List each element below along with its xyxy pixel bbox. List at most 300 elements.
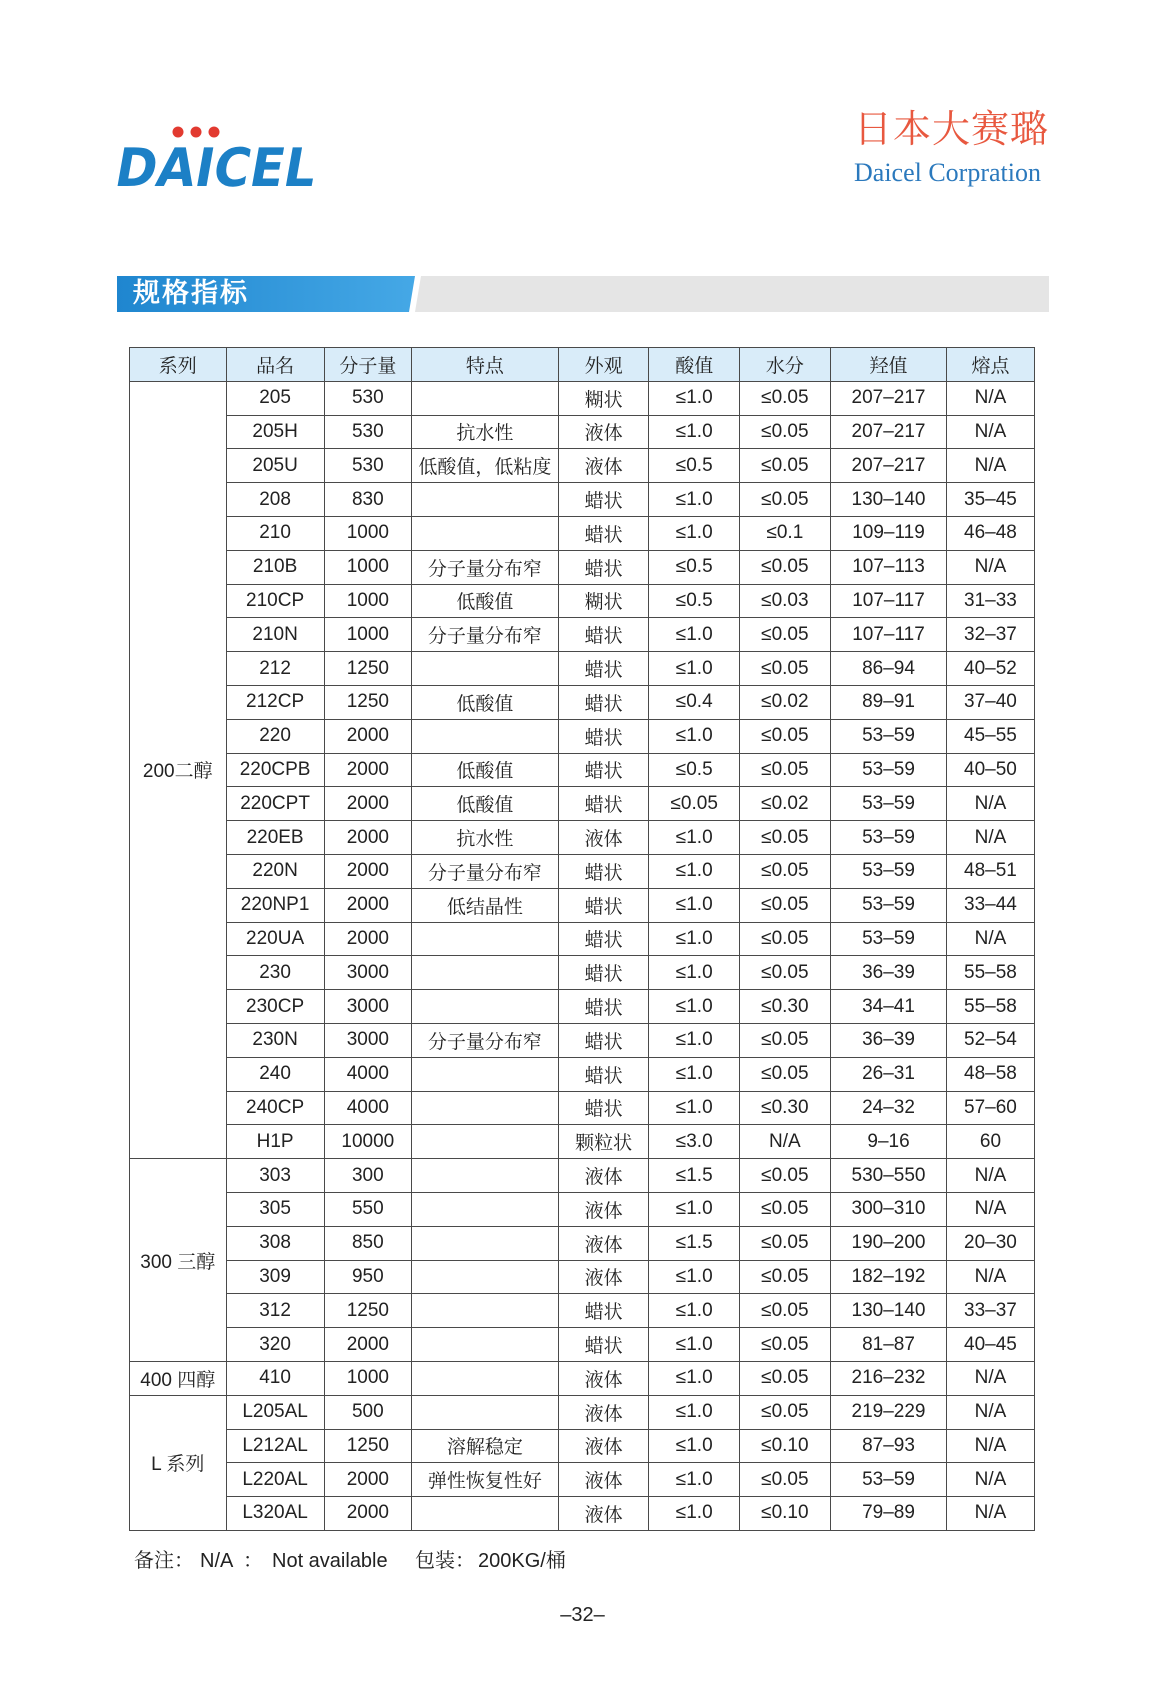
appearance-cell: 糊状 <box>558 584 649 618</box>
molecular-weight-cell: 1000 <box>324 618 411 652</box>
appearance-cell: 蜡状 <box>558 483 649 517</box>
appearance-cell: 蜡状 <box>558 652 649 686</box>
appearance-cell: 蜡状 <box>558 516 649 550</box>
moisture-cell: ≤0.05 <box>739 956 830 990</box>
acid-value-cell: ≤1.0 <box>649 516 740 550</box>
appearance-cell: 蜡状 <box>558 1294 649 1328</box>
feature-cell <box>411 1091 558 1125</box>
product-name-cell: 208 <box>226 483 324 517</box>
product-name-cell: 303 <box>226 1159 324 1193</box>
feature-cell: 分子量分布窄 <box>411 854 558 888</box>
moisture-cell: ≤0.05 <box>739 1361 830 1395</box>
appearance-cell: 蜡状 <box>558 719 649 753</box>
product-name-cell: 320 <box>226 1328 324 1362</box>
column-header-hydroxyl-value: 羟值 <box>830 348 947 382</box>
acid-value-cell: ≤1.0 <box>649 1091 740 1125</box>
moisture-cell: ≤0.05 <box>739 1057 830 1091</box>
hydroxyl-value-cell: 53–59 <box>830 854 947 888</box>
appearance-cell: 糊状 <box>558 381 649 415</box>
molecular-weight-cell: 4000 <box>324 1057 411 1091</box>
column-header-product-name: 品名 <box>226 348 324 382</box>
acid-value-cell: ≤1.0 <box>649 1497 740 1531</box>
product-name-cell: 220N <box>226 854 324 888</box>
hydroxyl-value-cell: 53–59 <box>830 888 947 922</box>
moisture-cell: ≤0.05 <box>739 449 830 483</box>
feature-cell <box>411 483 558 517</box>
acid-value-cell: ≤1.0 <box>649 990 740 1024</box>
molecular-weight-cell: 2000 <box>324 922 411 956</box>
moisture-cell: ≤0.05 <box>739 1294 830 1328</box>
melting-point-cell: N/A <box>947 1192 1034 1226</box>
moisture-cell: ≤0.05 <box>739 618 830 652</box>
acid-value-cell: ≤1.0 <box>649 415 740 449</box>
molecular-weight-cell: 2000 <box>324 719 411 753</box>
appearance-cell: 蜡状 <box>558 1328 649 1362</box>
hydroxyl-value-cell: 216–232 <box>830 1361 947 1395</box>
molecular-weight-cell: 950 <box>324 1260 411 1294</box>
molecular-weight-cell: 2000 <box>324 888 411 922</box>
feature-cell: 抗水性 <box>411 415 558 449</box>
feature-cell <box>411 1260 558 1294</box>
feature-cell <box>411 990 558 1024</box>
hydroxyl-value-cell: 53–59 <box>830 922 947 956</box>
column-header-molecular-weight: 分子量 <box>324 348 411 382</box>
melting-point-cell: 46–48 <box>947 516 1034 550</box>
table-row <box>130 550 1035 584</box>
appearance-cell: 液体 <box>558 1260 649 1294</box>
product-name-cell: 210N <box>226 618 324 652</box>
section-header-rule <box>415 276 1049 312</box>
table-row <box>130 1328 1035 1362</box>
specification-table <box>129 347 1035 1531</box>
product-name-cell: 308 <box>226 1226 324 1260</box>
footer-na-meaning: Not available <box>272 1550 388 1572</box>
acid-value-cell: ≤1.0 <box>649 1429 740 1463</box>
product-name-cell: 210B <box>226 550 324 584</box>
acid-value-cell: ≤1.5 <box>649 1226 740 1260</box>
hydroxyl-value-cell: 24–32 <box>830 1091 947 1125</box>
product-name-cell: 220UA <box>226 922 324 956</box>
feature-cell <box>411 922 558 956</box>
hydroxyl-value-cell: 53–59 <box>830 821 947 855</box>
appearance-cell: 蜡状 <box>558 1023 649 1057</box>
section-title: 规格指标 <box>133 278 249 309</box>
table-row <box>130 584 1035 618</box>
appearance-cell: 液体 <box>558 1463 649 1497</box>
acid-value-cell: ≤0.5 <box>649 753 740 787</box>
melting-point-cell: 31–33 <box>947 584 1034 618</box>
hydroxyl-value-cell: 53–59 <box>830 1463 947 1497</box>
table-row <box>130 1023 1035 1057</box>
table-row <box>130 787 1035 821</box>
product-name-cell: 220CPB <box>226 753 324 787</box>
acid-value-cell: ≤1.0 <box>649 381 740 415</box>
molecular-weight-cell: 1000 <box>324 1361 411 1395</box>
product-name-cell: 410 <box>226 1361 324 1395</box>
moisture-cell: ≤0.05 <box>739 550 830 584</box>
acid-value-cell: ≤1.0 <box>649 618 740 652</box>
acid-value-cell: ≤1.0 <box>649 1395 740 1429</box>
feature-cell <box>411 516 558 550</box>
moisture-cell: ≤0.05 <box>739 1328 830 1362</box>
hydroxyl-value-cell: 53–59 <box>830 753 947 787</box>
product-name-cell: H1P <box>226 1125 324 1159</box>
hydroxyl-value-cell: 86–94 <box>830 652 947 686</box>
appearance-cell: 蜡状 <box>558 618 649 652</box>
appearance-cell: 蜡状 <box>558 1057 649 1091</box>
hydroxyl-value-cell: 207–217 <box>830 449 947 483</box>
molecular-weight-cell: 1250 <box>324 1429 411 1463</box>
hydroxyl-value-cell: 53–59 <box>830 719 947 753</box>
hydroxyl-value-cell: 300–310 <box>830 1192 947 1226</box>
table-row <box>130 1294 1035 1328</box>
appearance-cell: 蜡状 <box>558 550 649 584</box>
molecular-weight-cell: 3000 <box>324 956 411 990</box>
appearance-cell: 蜡状 <box>558 888 649 922</box>
feature-cell <box>411 381 558 415</box>
feature-cell <box>411 719 558 753</box>
appearance-cell: 液体 <box>558 821 649 855</box>
moisture-cell: ≤0.02 <box>739 685 830 719</box>
molecular-weight-cell: 2000 <box>324 1328 411 1362</box>
molecular-weight-cell: 850 <box>324 1226 411 1260</box>
molecular-weight-cell: 830 <box>324 483 411 517</box>
melting-point-cell: 37–40 <box>947 685 1034 719</box>
melting-point-cell: 57–60 <box>947 1091 1034 1125</box>
table-row <box>130 652 1035 686</box>
feature-cell <box>411 1361 558 1395</box>
molecular-weight-cell: 10000 <box>324 1125 411 1159</box>
hydroxyl-value-cell: 36–39 <box>830 956 947 990</box>
moisture-cell: ≤0.05 <box>739 1023 830 1057</box>
moisture-cell: ≤0.10 <box>739 1429 830 1463</box>
feature-cell: 低结晶性 <box>411 888 558 922</box>
column-header-acid-value: 酸值 <box>649 348 740 382</box>
melting-point-cell: 20–30 <box>947 1226 1034 1260</box>
hydroxyl-value-cell: 130–140 <box>830 483 947 517</box>
molecular-weight-cell: 2000 <box>324 753 411 787</box>
appearance-cell: 液体 <box>558 1361 649 1395</box>
melting-point-cell: 40–52 <box>947 652 1034 686</box>
hydroxyl-value-cell: 109–119 <box>830 516 947 550</box>
product-name-cell: 205 <box>226 381 324 415</box>
moisture-cell: ≤0.05 <box>739 1192 830 1226</box>
melting-point-cell: N/A <box>947 449 1034 483</box>
product-name-cell: 309 <box>226 1260 324 1294</box>
molecular-weight-cell: 500 <box>324 1395 411 1429</box>
molecular-weight-cell: 4000 <box>324 1091 411 1125</box>
hydroxyl-value-cell: 130–140 <box>830 1294 947 1328</box>
moisture-cell: ≤0.05 <box>739 415 830 449</box>
moisture-cell: ≤0.30 <box>739 990 830 1024</box>
feature-cell: 低酸值 <box>411 685 558 719</box>
feature-cell: 分子量分布窄 <box>411 550 558 584</box>
table-body <box>130 381 1035 1530</box>
moisture-cell: ≤0.05 <box>739 483 830 517</box>
feature-cell <box>411 1395 558 1429</box>
molecular-weight-cell: 2000 <box>324 854 411 888</box>
molecular-weight-cell: 2000 <box>324 821 411 855</box>
product-name-cell: 210 <box>226 516 324 550</box>
melting-point-cell: N/A <box>947 787 1034 821</box>
table-row <box>130 516 1035 550</box>
daicel-logo <box>110 127 336 199</box>
acid-value-cell: ≤1.5 <box>649 1159 740 1193</box>
molecular-weight-cell: 3000 <box>324 1023 411 1057</box>
appearance-cell: 液体 <box>558 1159 649 1193</box>
moisture-cell: ≤0.05 <box>739 1159 830 1193</box>
moisture-cell: ≤0.02 <box>739 787 830 821</box>
table-row <box>130 1395 1035 1429</box>
appearance-cell: 蜡状 <box>558 685 649 719</box>
feature-cell <box>411 956 558 990</box>
series-cell: L 系列 <box>130 1395 227 1530</box>
table-row <box>130 719 1035 753</box>
product-name-cell: 230CP <box>226 990 324 1024</box>
logo-wordmark: DAICEL <box>110 136 336 199</box>
footer-packaging-label: 包装： <box>415 1550 475 1572</box>
molecular-weight-cell: 530 <box>324 449 411 483</box>
moisture-cell: ≤0.05 <box>739 1226 830 1260</box>
molecular-weight-cell: 1000 <box>324 550 411 584</box>
hydroxyl-value-cell: 107–113 <box>830 550 947 584</box>
product-name-cell: 205U <box>226 449 324 483</box>
table-row <box>130 854 1035 888</box>
table-row <box>130 1226 1035 1260</box>
product-name-cell: 205H <box>226 415 324 449</box>
molecular-weight-cell: 550 <box>324 1192 411 1226</box>
hydroxyl-value-cell: 89–91 <box>830 685 947 719</box>
table-row <box>130 381 1035 415</box>
moisture-cell: ≤0.05 <box>739 888 830 922</box>
product-name-cell: 240 <box>226 1057 324 1091</box>
hydroxyl-value-cell: 9–16 <box>830 1125 947 1159</box>
hydroxyl-value-cell: 81–87 <box>830 1328 947 1362</box>
acid-value-cell: ≤1.0 <box>649 1023 740 1057</box>
table-row <box>130 753 1035 787</box>
melting-point-cell: 52–54 <box>947 1023 1034 1057</box>
melting-point-cell: 48–58 <box>947 1057 1034 1091</box>
hydroxyl-value-cell: 26–31 <box>830 1057 947 1091</box>
feature-cell <box>411 1057 558 1091</box>
column-header-series: 系列 <box>130 348 227 382</box>
moisture-cell: ≤0.10 <box>739 1497 830 1531</box>
hydroxyl-value-cell: 34–41 <box>830 990 947 1024</box>
melting-point-cell: N/A <box>947 1463 1034 1497</box>
hydroxyl-value-cell: 207–217 <box>830 415 947 449</box>
moisture-cell: ≤0.05 <box>739 753 830 787</box>
feature-cell: 低酸值，低粘度 <box>411 449 558 483</box>
appearance-cell: 液体 <box>558 1192 649 1226</box>
acid-value-cell: ≤1.0 <box>649 1260 740 1294</box>
table-row <box>130 685 1035 719</box>
melting-point-cell: N/A <box>947 1429 1034 1463</box>
product-name-cell: 220EB <box>226 821 324 855</box>
table-row <box>130 483 1035 517</box>
hydroxyl-value-cell: 107–117 <box>830 618 947 652</box>
appearance-cell: 液体 <box>558 449 649 483</box>
product-name-cell: 212CP <box>226 685 324 719</box>
melting-point-cell: N/A <box>947 415 1034 449</box>
footer-na-abbrev: N/A <box>200 1550 234 1572</box>
acid-value-cell: ≤0.5 <box>649 449 740 483</box>
acid-value-cell: ≤1.0 <box>649 719 740 753</box>
product-name-cell: L212AL <box>226 1429 324 1463</box>
melting-point-cell: N/A <box>947 922 1034 956</box>
series-cell: 300 三醇 <box>130 1159 227 1362</box>
molecular-weight-cell: 1000 <box>324 584 411 618</box>
appearance-cell: 液体 <box>558 1395 649 1429</box>
feature-cell: 弹性恢复性好 <box>411 1463 558 1497</box>
acid-value-cell: ≤0.05 <box>649 787 740 821</box>
molecular-weight-cell: 2000 <box>324 787 411 821</box>
appearance-cell: 蜡状 <box>558 854 649 888</box>
page-number: –32– <box>560 1604 605 1626</box>
feature-cell <box>411 1226 558 1260</box>
feature-cell <box>411 1159 558 1193</box>
moisture-cell: ≤0.05 <box>739 719 830 753</box>
melting-point-cell: 40–50 <box>947 753 1034 787</box>
company-name-english: Daicel Corpration <box>854 158 1041 187</box>
melting-point-cell: N/A <box>947 550 1034 584</box>
melting-point-cell: 45–55 <box>947 719 1034 753</box>
moisture-cell: ≤0.05 <box>739 652 830 686</box>
acid-value-cell: ≤1.0 <box>649 922 740 956</box>
acid-value-cell: ≤1.0 <box>649 956 740 990</box>
footer-packaging-value: 200KG/桶 <box>478 1550 566 1572</box>
melting-point-cell: N/A <box>947 1497 1034 1531</box>
acid-value-cell: ≤1.0 <box>649 888 740 922</box>
melting-point-cell: N/A <box>947 1159 1034 1193</box>
melting-point-cell: N/A <box>947 1395 1034 1429</box>
acid-value-cell: ≤1.0 <box>649 1192 740 1226</box>
melting-point-cell: N/A <box>947 821 1034 855</box>
table-row <box>130 922 1035 956</box>
acid-value-cell: ≤0.5 <box>649 584 740 618</box>
moisture-cell: ≤0.05 <box>739 922 830 956</box>
feature-cell <box>411 1125 558 1159</box>
feature-cell: 分子量分布窄 <box>411 618 558 652</box>
appearance-cell: 蜡状 <box>558 956 649 990</box>
melting-point-cell: 33–44 <box>947 888 1034 922</box>
product-name-cell: 240CP <box>226 1091 324 1125</box>
company-name-chinese: 日本大赛璐 <box>853 107 1049 151</box>
feature-cell: 抗水性 <box>411 821 558 855</box>
melting-point-cell: 48–51 <box>947 854 1034 888</box>
moisture-cell: ≤0.05 <box>739 1260 830 1294</box>
hydroxyl-value-cell: 107–117 <box>830 584 947 618</box>
hydroxyl-value-cell: 207–217 <box>830 381 947 415</box>
feature-cell: 低酸值 <box>411 787 558 821</box>
series-cell: 400 四醇 <box>130 1361 227 1395</box>
melting-point-cell: 60 <box>947 1125 1034 1159</box>
appearance-cell: 蜡状 <box>558 1091 649 1125</box>
melting-point-cell: N/A <box>947 381 1034 415</box>
table-row <box>130 1192 1035 1226</box>
appearance-cell: 颗粒状 <box>558 1125 649 1159</box>
molecular-weight-cell: 1250 <box>324 685 411 719</box>
column-header-moisture: 水分 <box>739 348 830 382</box>
appearance-cell: 液体 <box>558 1497 649 1531</box>
hydroxyl-value-cell: 190–200 <box>830 1226 947 1260</box>
acid-value-cell: ≤1.0 <box>649 1463 740 1497</box>
product-name-cell: 212 <box>226 652 324 686</box>
moisture-cell: ≤0.05 <box>739 1463 830 1497</box>
feature-cell <box>411 1497 558 1531</box>
acid-value-cell: ≤1.0 <box>649 1328 740 1362</box>
acid-value-cell: ≤1.0 <box>649 652 740 686</box>
molecular-weight-cell: 3000 <box>324 990 411 1024</box>
moisture-cell: ≤0.30 <box>739 1091 830 1125</box>
melting-point-cell: 55–58 <box>947 990 1034 1024</box>
moisture-cell: N/A <box>739 1125 830 1159</box>
table-row <box>130 1057 1035 1091</box>
product-name-cell: 312 <box>226 1294 324 1328</box>
moisture-cell: ≤0.05 <box>739 1395 830 1429</box>
acid-value-cell: ≤1.0 <box>649 1361 740 1395</box>
melting-point-cell: 35–45 <box>947 483 1034 517</box>
table-row <box>130 1159 1035 1193</box>
acid-value-cell: ≤1.0 <box>649 1057 740 1091</box>
feature-cell <box>411 1328 558 1362</box>
series-cell: 200二醇 <box>130 381 227 1158</box>
acid-value-cell: ≤1.0 <box>649 854 740 888</box>
table-row <box>130 1463 1035 1497</box>
table-row <box>130 618 1035 652</box>
appearance-cell: 液体 <box>558 1429 649 1463</box>
acid-value-cell: ≤0.5 <box>649 550 740 584</box>
product-name-cell: L220AL <box>226 1463 324 1497</box>
product-name-cell: L320AL <box>226 1497 324 1531</box>
product-name-cell: 220CPT <box>226 787 324 821</box>
appearance-cell: 蜡状 <box>558 922 649 956</box>
appearance-cell: 蜡状 <box>558 753 649 787</box>
hydroxyl-value-cell: 87–93 <box>830 1429 947 1463</box>
table-row <box>130 956 1035 990</box>
molecular-weight-cell: 2000 <box>324 1463 411 1497</box>
column-header-appearance: 外观 <box>558 348 649 382</box>
product-name-cell: 230N <box>226 1023 324 1057</box>
table-row <box>130 1260 1035 1294</box>
hydroxyl-value-cell: 53–59 <box>830 787 947 821</box>
table-row <box>130 1429 1035 1463</box>
acid-value-cell: ≤1.0 <box>649 821 740 855</box>
melting-point-cell: 32–37 <box>947 618 1034 652</box>
acid-value-cell: ≤1.0 <box>649 483 740 517</box>
moisture-cell: ≤0.05 <box>739 381 830 415</box>
melting-point-cell: 55–58 <box>947 956 1034 990</box>
hydroxyl-value-cell: 530–550 <box>830 1159 947 1193</box>
footer-na-separator: ： <box>243 1550 263 1572</box>
table-row <box>130 1497 1035 1531</box>
product-name-cell: 210CP <box>226 584 324 618</box>
appearance-cell: 液体 <box>558 415 649 449</box>
molecular-weight-cell: 1250 <box>324 1294 411 1328</box>
molecular-weight-cell: 530 <box>324 381 411 415</box>
product-name-cell: 220NP1 <box>226 888 324 922</box>
product-name-cell: 220 <box>226 719 324 753</box>
hydroxyl-value-cell: 36–39 <box>830 1023 947 1057</box>
feature-cell: 低酸值 <box>411 753 558 787</box>
melting-point-cell: N/A <box>947 1260 1034 1294</box>
column-header-melting-point: 熔点 <box>947 348 1034 382</box>
table-row <box>130 821 1035 855</box>
table-row <box>130 449 1035 483</box>
hydroxyl-value-cell: 79–89 <box>830 1497 947 1531</box>
table-row <box>130 1125 1035 1159</box>
moisture-cell: ≤0.05 <box>739 821 830 855</box>
table-header <box>130 348 1035 382</box>
